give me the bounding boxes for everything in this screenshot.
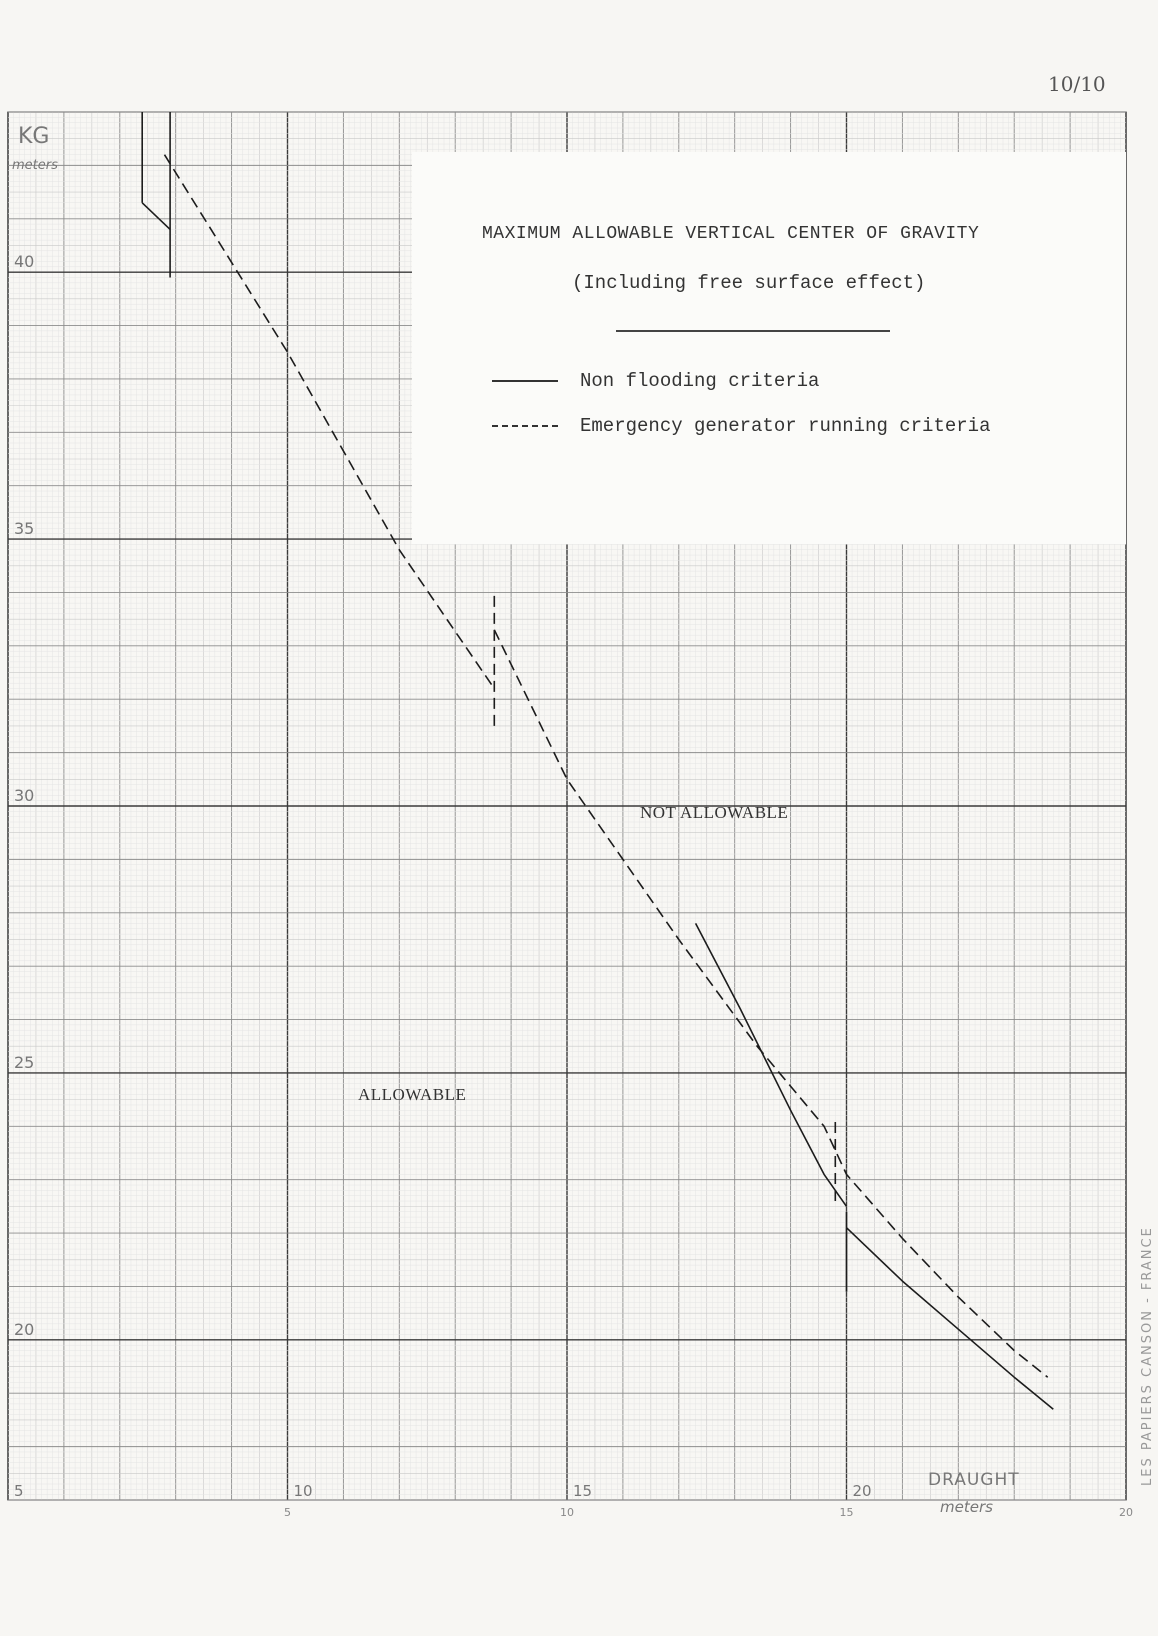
x-tick-label: 5 — [14, 1482, 24, 1500]
region-label-not-allowable: NOT ALLOWABLE — [640, 803, 789, 822]
legend-item-emergency-generator — [492, 415, 990, 437]
y-axis-label: KG — [18, 124, 50, 149]
paper-brand-watermark: LES PAPIERS CANSON - FRANCE — [1140, 1226, 1155, 1486]
x-axis-label: DRAUGHT — [928, 1470, 1020, 1490]
region-label-allowable: ALLOWABLE — [358, 1085, 467, 1104]
y-tick-label: 30 — [14, 786, 35, 805]
x-tick-label: 20 — [852, 1482, 872, 1500]
x-axis-unit: meters — [940, 1498, 993, 1516]
x-tick-label-lower: 5 — [284, 1506, 291, 1519]
y-tick-label: 40 — [14, 252, 35, 272]
legend-solid-line-swatch — [492, 380, 558, 382]
x-tick-label-lower: 10 — [560, 1506, 574, 1519]
x-tick-label-lower: 15 — [839, 1506, 854, 1519]
legend-dashed-line-swatch — [492, 425, 558, 427]
x-tick-label: 15 — [573, 1482, 593, 1500]
y-tick-label: 35 — [14, 519, 35, 539]
x-tick-label: 10 — [293, 1482, 313, 1500]
chart-title: MAXIMUM ALLOWABLE VERTICAL CENTER OF GRAVITY — [482, 224, 980, 244]
y-axis-unit: meters — [12, 158, 58, 173]
y-tick-label: 25 — [14, 1052, 35, 1072]
chart-subtitle: (Including free surface effect) — [572, 272, 926, 294]
legend-divider — [616, 330, 890, 332]
x-tick-label-lower: 20 — [1119, 1506, 1133, 1519]
y-tick-label: 20 — [14, 1319, 35, 1339]
legend-label: Emergency generator running criteria — [580, 415, 991, 437]
legend-label: Non flooding criteria — [580, 370, 820, 392]
legend-box — [412, 152, 1126, 544]
page-number: 10/10 — [1048, 72, 1106, 96]
legend-item-non-flooding — [492, 370, 819, 392]
